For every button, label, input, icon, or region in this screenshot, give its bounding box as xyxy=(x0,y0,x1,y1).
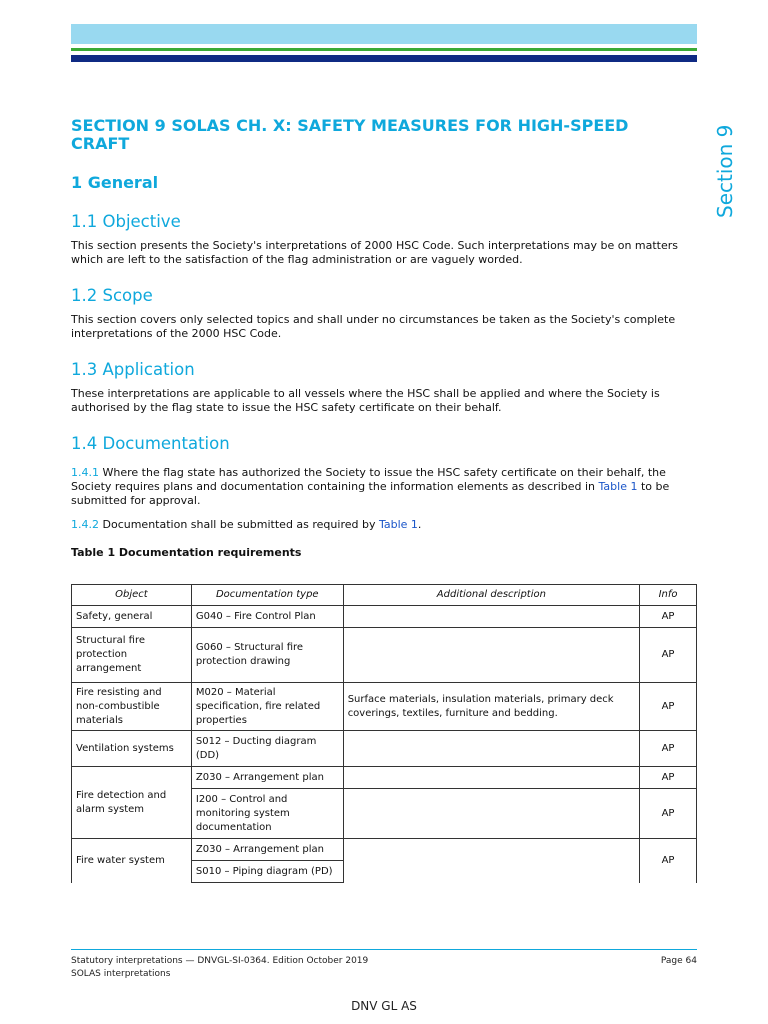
header-band-light xyxy=(71,24,697,44)
paragraph-text: . xyxy=(417,518,422,531)
cell-info: AP xyxy=(640,628,697,683)
table-row xyxy=(72,628,697,683)
objective-heading: 1.1 Objective xyxy=(71,212,181,231)
cell-description xyxy=(343,839,639,883)
header-band-green xyxy=(71,48,697,51)
table-1-link[interactable]: Table 1 xyxy=(378,518,418,531)
table-1-link[interactable]: Table 1 xyxy=(598,480,638,493)
cell-doc-type: M020 – Material specification, fire related properties xyxy=(191,683,343,731)
cell-doc-type: S010 – Piping diagram (PD) xyxy=(191,861,343,883)
cell-description xyxy=(343,606,639,628)
section-title: SECTION 9 SOLAS CH. X: SAFETY MEASURES FOR HIGH-SPEED CRAFT xyxy=(71,116,629,153)
cell-object: Safety, general xyxy=(72,606,192,628)
application-text: These interpretations are applicable to all vessels where the HSC shall be applied and where the Society is authorised by the flag state to issue the HSC safety certificate on their behalf. xyxy=(71,387,660,414)
cell-object: Fire water system xyxy=(72,839,192,883)
cell-info: AP xyxy=(640,839,697,883)
cell-object: Ventilation systems xyxy=(72,731,192,767)
documentation-paragraph-1 xyxy=(71,466,697,508)
paragraph-text: Documentation shall be submitted as required by xyxy=(99,518,379,531)
documentation-table xyxy=(71,584,697,883)
cell-doc-type: Z030 – Arrangement plan xyxy=(191,839,343,861)
cell-object: Fire detection and alarm system xyxy=(72,767,192,839)
page-content xyxy=(71,117,697,560)
paragraph-text: Where the flag state has authorized the Society to issue the HSC safety certificate on their behalf, the Society requires plans and documentation containing the information elements as described in xyxy=(71,466,666,493)
cell-description: Surface materials, insulation materials, primary deck coverings, textiles, furniture and bedding. xyxy=(343,683,639,731)
cell-object: Structural fire protection arrangement xyxy=(72,628,192,683)
cell-doc-type: G040 – Fire Control Plan xyxy=(191,606,343,628)
cell-doc-type: I200 – Control and monitoring system documentation xyxy=(191,789,343,839)
general-heading: 1 General xyxy=(71,173,159,192)
paragraph-number: 1.4.2 xyxy=(71,518,99,531)
cell-description xyxy=(343,767,639,789)
documentation-paragraph-2 xyxy=(71,518,697,532)
paragraph-number: 1.4.1 xyxy=(71,466,99,479)
column-header-additional-description: Additional description xyxy=(343,585,639,606)
cell-info: AP xyxy=(640,606,697,628)
table-row xyxy=(72,683,697,731)
cell-info: AP xyxy=(640,767,697,789)
table-header-row xyxy=(72,585,697,606)
paragraph-text: to be submitted for approval. xyxy=(71,480,670,507)
footer-document-title: Statutory interpretations — DNVGL-SI-0364. Edition October 2019 xyxy=(71,956,369,966)
cell-description xyxy=(343,731,639,767)
table-caption: Table 1 Documentation requirements xyxy=(71,546,302,559)
cell-doc-type: G060 – Structural fire protection drawing xyxy=(191,628,343,683)
footer-left xyxy=(71,955,368,981)
table-row xyxy=(72,767,697,789)
cell-object: Fire resisting and non-combustible materials xyxy=(72,683,192,731)
cell-info: AP xyxy=(640,789,697,839)
column-header-documentation-type: Documentation type xyxy=(191,585,343,606)
cell-doc-type: S012 – Ducting diagram (DD) xyxy=(191,731,343,767)
objective-text: This section presents the Society's interpretations of 2000 HSC Code. Such interpretations may be on matters which are left to the satisfaction of the flag administration or are vaguely worded. xyxy=(71,239,679,266)
company-name: DNV GL AS xyxy=(351,999,417,1013)
scope-heading: 1.2 Scope xyxy=(71,286,153,305)
table-row xyxy=(72,606,697,628)
scope-text: This section covers only selected topics and shall under no circumstances be taken as the Society's complete interpretations of the 2000 HSC Code. xyxy=(71,313,676,340)
section-side-tab: Section 9 xyxy=(713,124,737,218)
application-heading: 1.3 Application xyxy=(71,360,195,379)
cell-info: AP xyxy=(640,731,697,767)
cell-doc-type: Z030 – Arrangement plan xyxy=(191,767,343,789)
column-header-object: Object xyxy=(72,585,192,606)
documentation-heading: 1.4 Documentation xyxy=(71,434,230,453)
footer-document-subtitle: SOLAS interpretations xyxy=(71,969,171,979)
cell-description xyxy=(343,628,639,683)
table-row xyxy=(72,731,697,767)
table-row xyxy=(72,839,697,861)
page-number: Page 64 xyxy=(660,956,697,966)
cell-description xyxy=(343,789,639,839)
header-band-blue xyxy=(71,55,697,62)
cell-info: AP xyxy=(640,683,697,731)
column-header-info: Info xyxy=(640,585,697,606)
footer-divider xyxy=(71,949,697,950)
